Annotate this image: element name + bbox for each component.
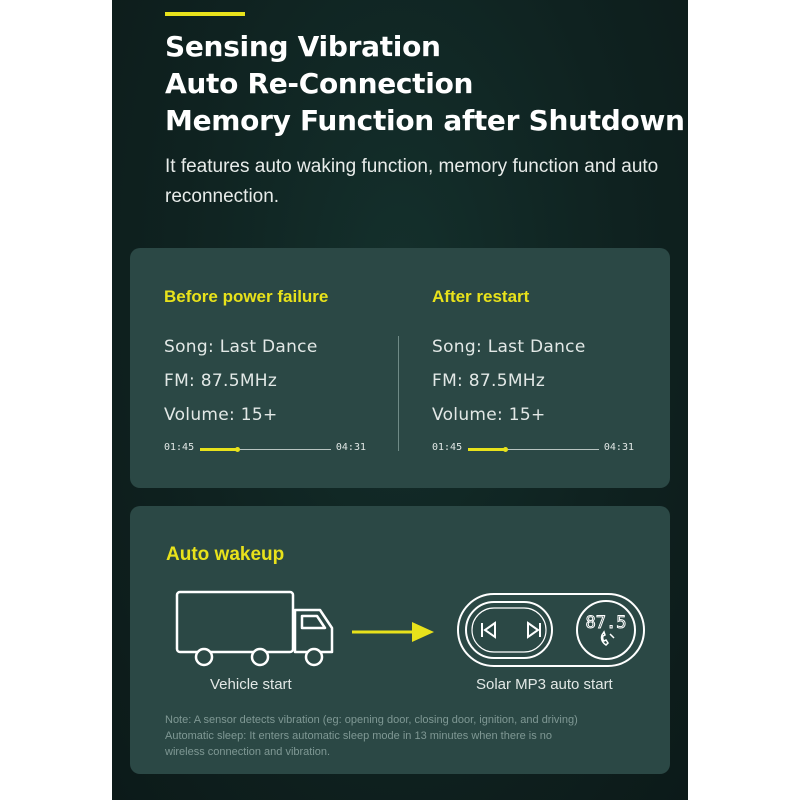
accent-bar xyxy=(165,12,245,16)
after-column xyxy=(432,284,642,458)
before-time-start: 01:45 xyxy=(164,442,195,453)
after-title: After restart xyxy=(432,287,530,306)
after-time-end: 04:31 xyxy=(603,442,634,453)
before-time-end: 04:31 xyxy=(335,442,366,453)
before-song: Song: Last Dance xyxy=(164,337,318,357)
feature-panel xyxy=(112,0,688,800)
before-progress-track xyxy=(200,449,331,450)
vehicle-start-caption: Vehicle start xyxy=(210,676,292,693)
device-display: 87.5 xyxy=(585,613,627,633)
before-progress-bar xyxy=(164,440,366,458)
column-divider xyxy=(398,336,399,451)
headline-line-2: Auto Re-Connection xyxy=(165,67,474,100)
footnote-line-1: Note: A sensor detects vibration (eg: opening door, closing door, ignition, and driving) xyxy=(165,714,578,726)
after-progress-bar xyxy=(432,440,634,458)
after-time-start: 01:45 xyxy=(432,442,463,453)
footnote xyxy=(165,712,665,760)
headline-line-3: Memory Function after Shutdown xyxy=(165,104,685,137)
headline-subtext: It features auto waking function, memory function and auto reconnection. xyxy=(165,156,659,207)
headline-line-1: Sensing Vibration xyxy=(165,30,441,63)
before-title: Before power failure xyxy=(164,287,329,306)
headline xyxy=(165,28,685,139)
auto-wakeup-card xyxy=(130,506,670,774)
before-progress-knob xyxy=(235,447,240,452)
footnote-line-2: Automatic sleep: It enters automatic sleep mode in 13 minutes when there is no xyxy=(165,730,553,742)
arrow-right-icon xyxy=(350,620,438,644)
after-progress-fill xyxy=(468,448,505,451)
next-track-icon xyxy=(528,623,540,637)
previous-track-icon xyxy=(482,623,495,637)
before-fm: FM: 87.5MHz xyxy=(164,371,278,391)
before-volume: Volume: 15+ xyxy=(164,405,278,425)
truck-icon xyxy=(174,588,336,670)
after-fm: FM: 87.5MHz xyxy=(432,371,546,391)
mp3-device-icon xyxy=(456,592,646,668)
phone-icon xyxy=(602,632,615,645)
memory-comparison-card xyxy=(130,248,670,488)
mp3-start-caption: Solar MP3 auto start xyxy=(476,676,613,693)
after-progress-track xyxy=(468,449,599,450)
after-song: Song: Last Dance xyxy=(432,337,586,357)
before-column xyxy=(164,284,374,458)
before-progress-fill xyxy=(200,448,237,451)
after-progress-knob xyxy=(503,447,508,452)
footnote-line-3: wireless connection and vibration. xyxy=(165,746,331,758)
after-volume: Volume: 15+ xyxy=(432,405,546,425)
auto-wakeup-title: Auto wakeup xyxy=(166,544,285,565)
